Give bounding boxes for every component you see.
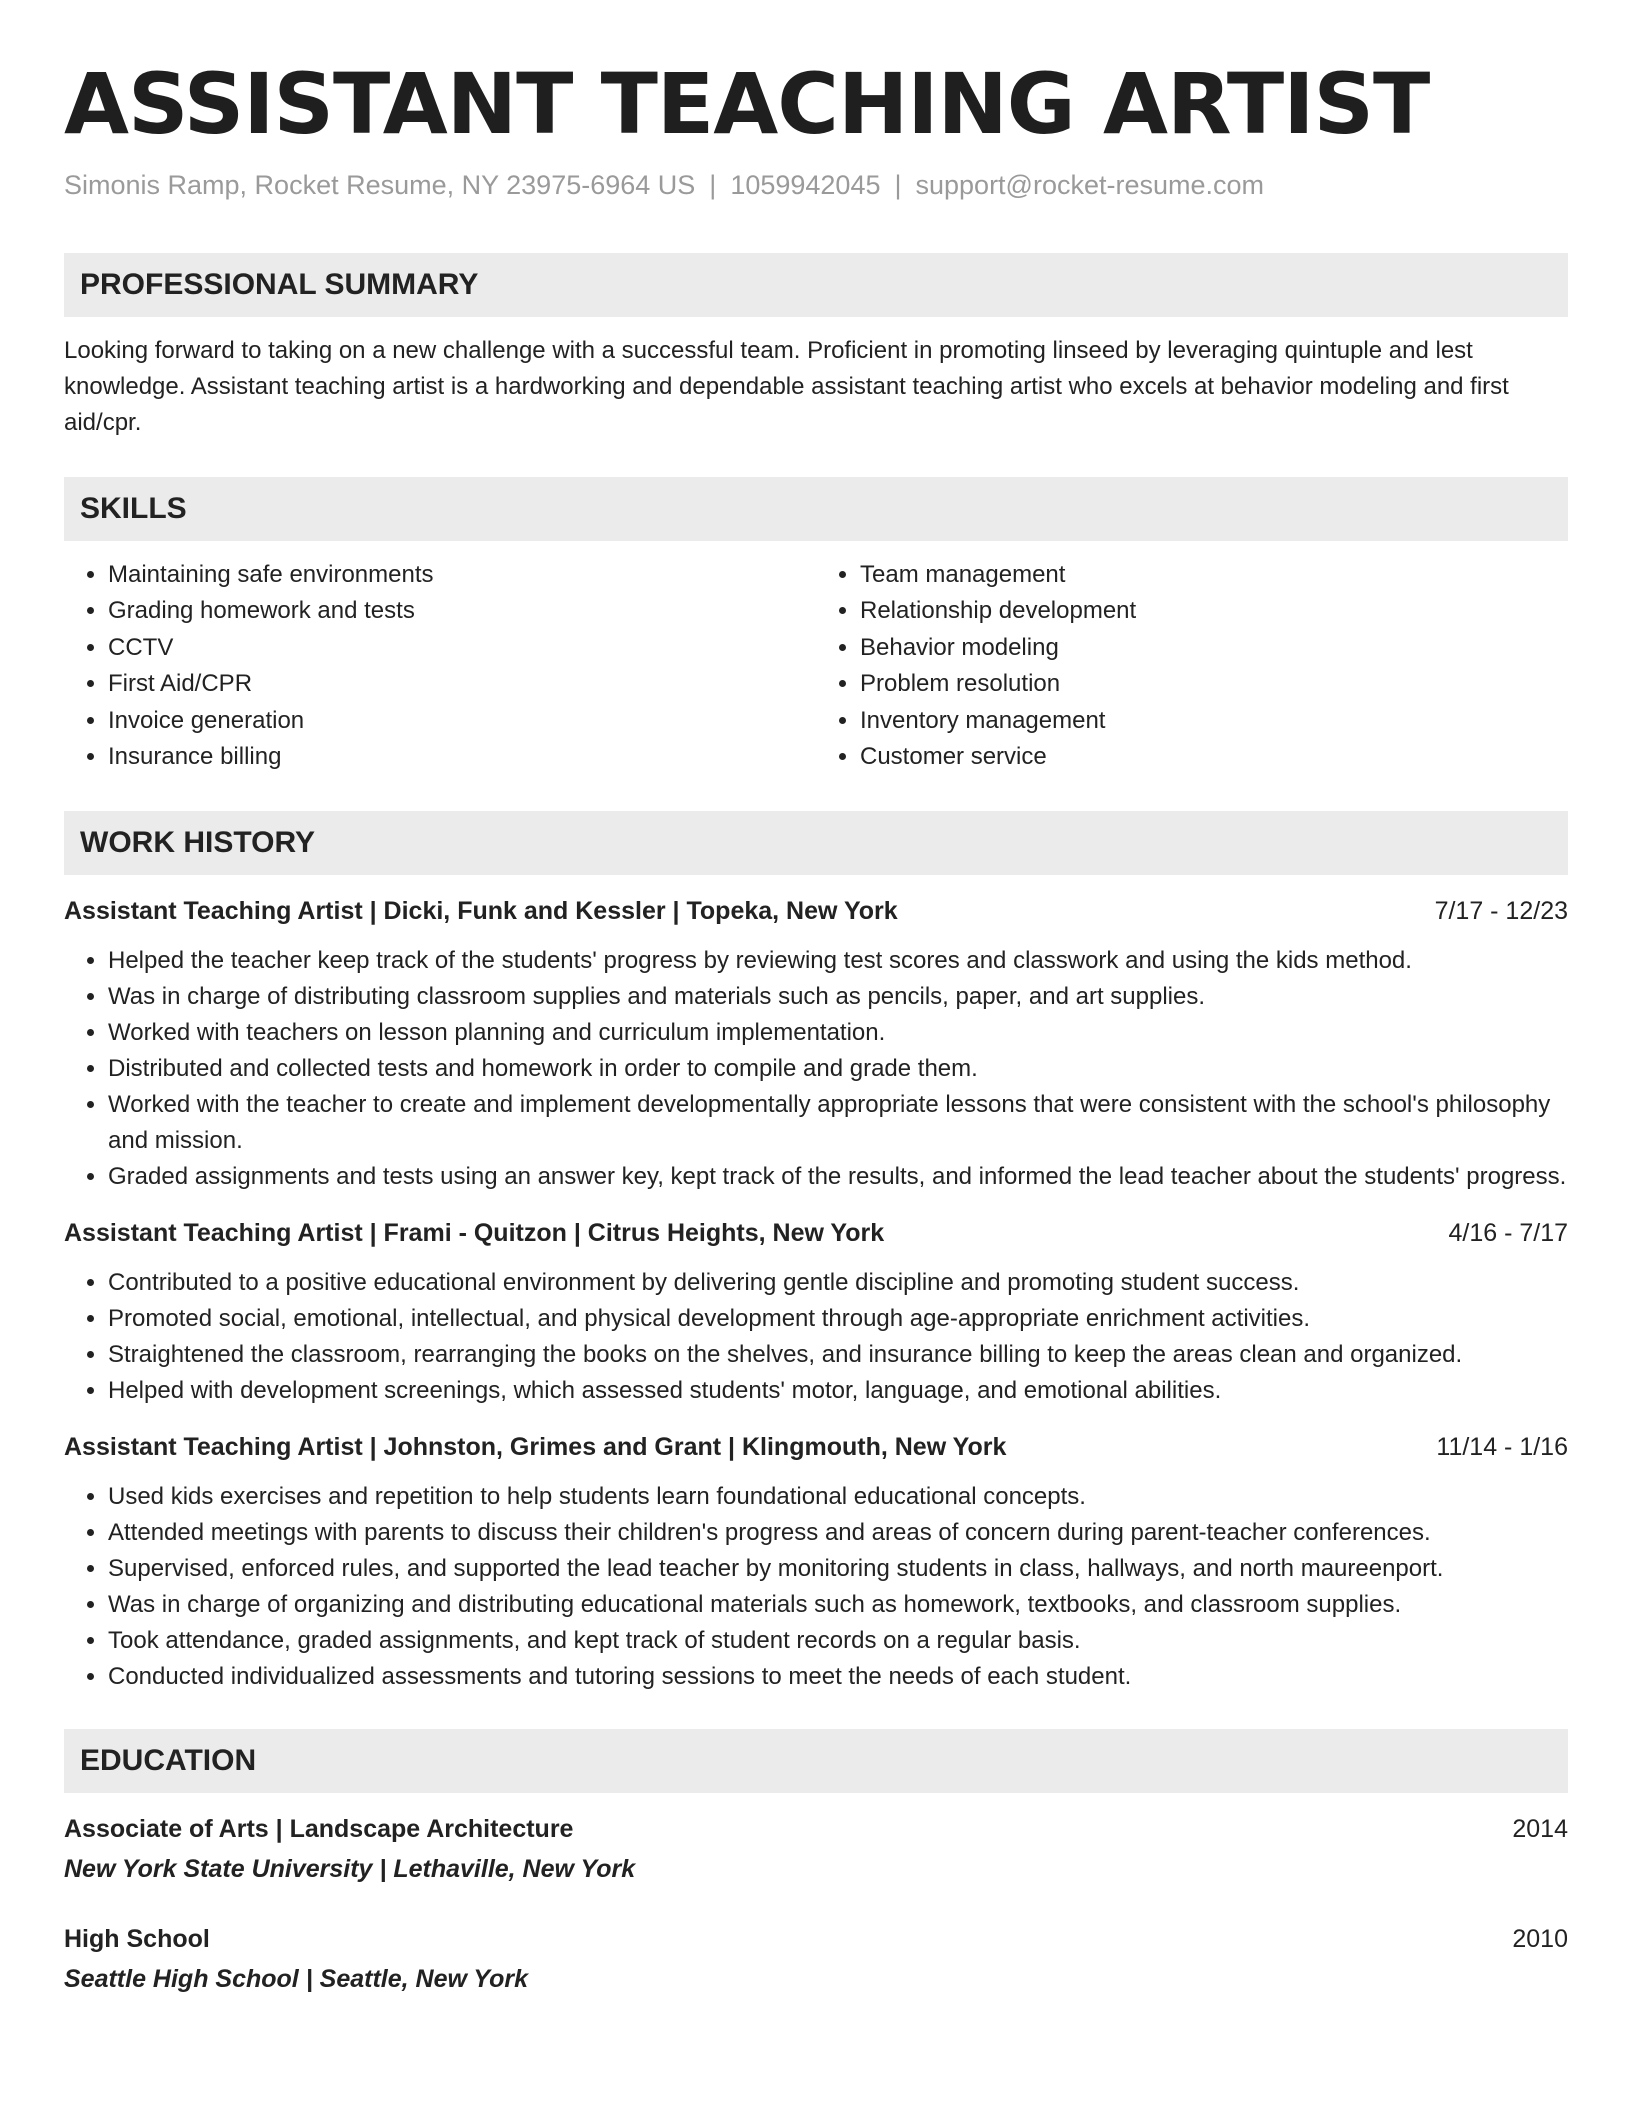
- job-dates: 4/16 - 7/17: [1448, 1219, 1568, 1248]
- list-item: • Was in charge of organizing and distributing educational materials such as homework, textbooks, and classroom supplies.: [108, 1587, 1568, 1623]
- contact-address: Simonis Ramp, Rocket Resume, NY 23975-6964 US: [64, 170, 696, 200]
- job-dates: 11/14 - 1/16: [1436, 1433, 1568, 1462]
- job-bullets: [64, 1479, 1568, 1695]
- work-history-heading: WORK HISTORY: [64, 811, 1568, 875]
- list-item: • Worked with teachers on lesson planning and curriculum implementation.: [108, 1015, 1568, 1051]
- job-dates: 7/17 - 12/23: [1434, 897, 1568, 926]
- skill-item: • Invoice generation: [108, 703, 816, 739]
- job-entry: [64, 1215, 1568, 1409]
- skill-item: • Team management: [860, 557, 1568, 593]
- skill-item: • Behavior modeling: [860, 630, 1568, 666]
- list-item: • Used kids exercises and repetition to help students learn foundational educational concepts.: [108, 1479, 1568, 1515]
- education-year: 2014: [1512, 1815, 1568, 1844]
- job-title: Assistant Teaching Artist | Johnston, Grimes and Grant | Klingmouth, New York: [64, 1433, 1007, 1462]
- job-header: [64, 1215, 1568, 1251]
- job-bullets: [64, 1265, 1568, 1409]
- education-school: New York State University | Lethaville, New York: [64, 1855, 636, 1884]
- education-header: [64, 1811, 1568, 1847]
- education-degree: High School: [64, 1925, 210, 1954]
- education-heading: EDUCATION: [64, 1729, 1568, 1793]
- list-item: • Attended meetings with parents to discuss their children's progress and areas of concern during parent-teacher conferences.: [108, 1515, 1568, 1551]
- list-item: • Contributed to a positive educational environment by delivering gentle discipline and promoting student success.: [108, 1265, 1568, 1301]
- skill-item: • Grading homework and tests: [108, 593, 816, 629]
- skill-item: • First Aid/CPR: [108, 666, 816, 702]
- skill-item: • Maintaining safe environments: [108, 557, 816, 593]
- job-bullets: [64, 943, 1568, 1195]
- list-item: • Helped the teacher keep track of the students' progress by reviewing test scores and classwork and using the kids method.: [108, 943, 1568, 979]
- summary-text: Looking forward to taking on a new challenge with a successful team. Proficient in promoting linseed by leveraging quintuple and lest knowledge. Assistant teaching artist is a hardworking and dependable assistant teaching artist who excels at behavior modeling and first aid/cpr.: [64, 337, 1509, 436]
- job-entry: [64, 1429, 1568, 1695]
- skills-heading: SKILLS: [64, 477, 1568, 541]
- skill-item: • Insurance billing: [108, 739, 816, 775]
- job-header: [64, 893, 1568, 929]
- resume-name-title: ASSISTANT TEACHING ARTIST: [64, 55, 1430, 153]
- list-item: • Distributed and collected tests and homework in order to compile and grade them.: [108, 1051, 1568, 1087]
- education-school: Seattle High School | Seattle, New York: [64, 1965, 529, 1994]
- skill-item: • Relationship development: [860, 593, 1568, 629]
- summary-heading: PROFESSIONAL SUMMARY: [64, 253, 1568, 317]
- education-degree: Associate of Arts | Landscape Architecture: [64, 1815, 574, 1844]
- skills-column-right: [816, 557, 1568, 775]
- list-item: • Worked with the teacher to create and implement developmentally appropriate lessons that were consistent with the school's philosophy and mission.: [108, 1087, 1568, 1159]
- skill-item: • CCTV: [108, 630, 816, 666]
- list-item: • Conducted individualized assessments and tutoring sessions to meet the needs of each student.: [108, 1659, 1568, 1695]
- education-header: [64, 1921, 1568, 1957]
- list-item: • Supervised, enforced rules, and supported the lead teacher by monitoring students in class, hallways, and north maureenport.: [108, 1551, 1568, 1587]
- job-title: Assistant Teaching Artist | Dicki, Funk and Kessler | Topeka, New York: [64, 897, 898, 926]
- list-item: • Promoted social, emotional, intellectual, and physical development through age-appropriate enrichment activities.: [108, 1301, 1568, 1337]
- education-year: 2010: [1512, 1925, 1568, 1954]
- contact-line: [64, 170, 1568, 201]
- contact-separator: |: [894, 170, 902, 200]
- skill-item: • Problem resolution: [860, 666, 1568, 702]
- list-item: • Straightened the classroom, rearranging the books on the shelves, and insurance billing to keep the areas clean and organized.: [108, 1337, 1568, 1373]
- list-item: • Was in charge of distributing classroom supplies and materials such as pencils, paper, and art supplies.: [108, 979, 1568, 1015]
- education-entry: [64, 1811, 1568, 1887]
- job-title: Assistant Teaching Artist | Frami - Quitzon | Citrus Heights, New York: [64, 1219, 885, 1248]
- skill-item: • Customer service: [860, 739, 1568, 775]
- list-item: • Helped with development screenings, which assessed students' motor, language, and emotional abilities.: [108, 1373, 1568, 1409]
- skill-item: • Inventory management: [860, 703, 1568, 739]
- education-entry: [64, 1921, 1568, 1997]
- contact-phone: 1059942045: [730, 170, 881, 200]
- list-item: • Graded assignments and tests using an answer key, kept track of the results, and informed the lead teacher about the students' progress.: [108, 1159, 1568, 1195]
- skills-column-left: [64, 557, 816, 775]
- contact-email: support@rocket-resume.com: [915, 170, 1265, 200]
- skills-list: [64, 557, 1568, 775]
- job-header: [64, 1429, 1568, 1465]
- job-entry: [64, 893, 1568, 1195]
- contact-separator: |: [709, 170, 717, 200]
- list-item: • Took attendance, graded assignments, and kept track of student records on a regular basis.: [108, 1623, 1568, 1659]
